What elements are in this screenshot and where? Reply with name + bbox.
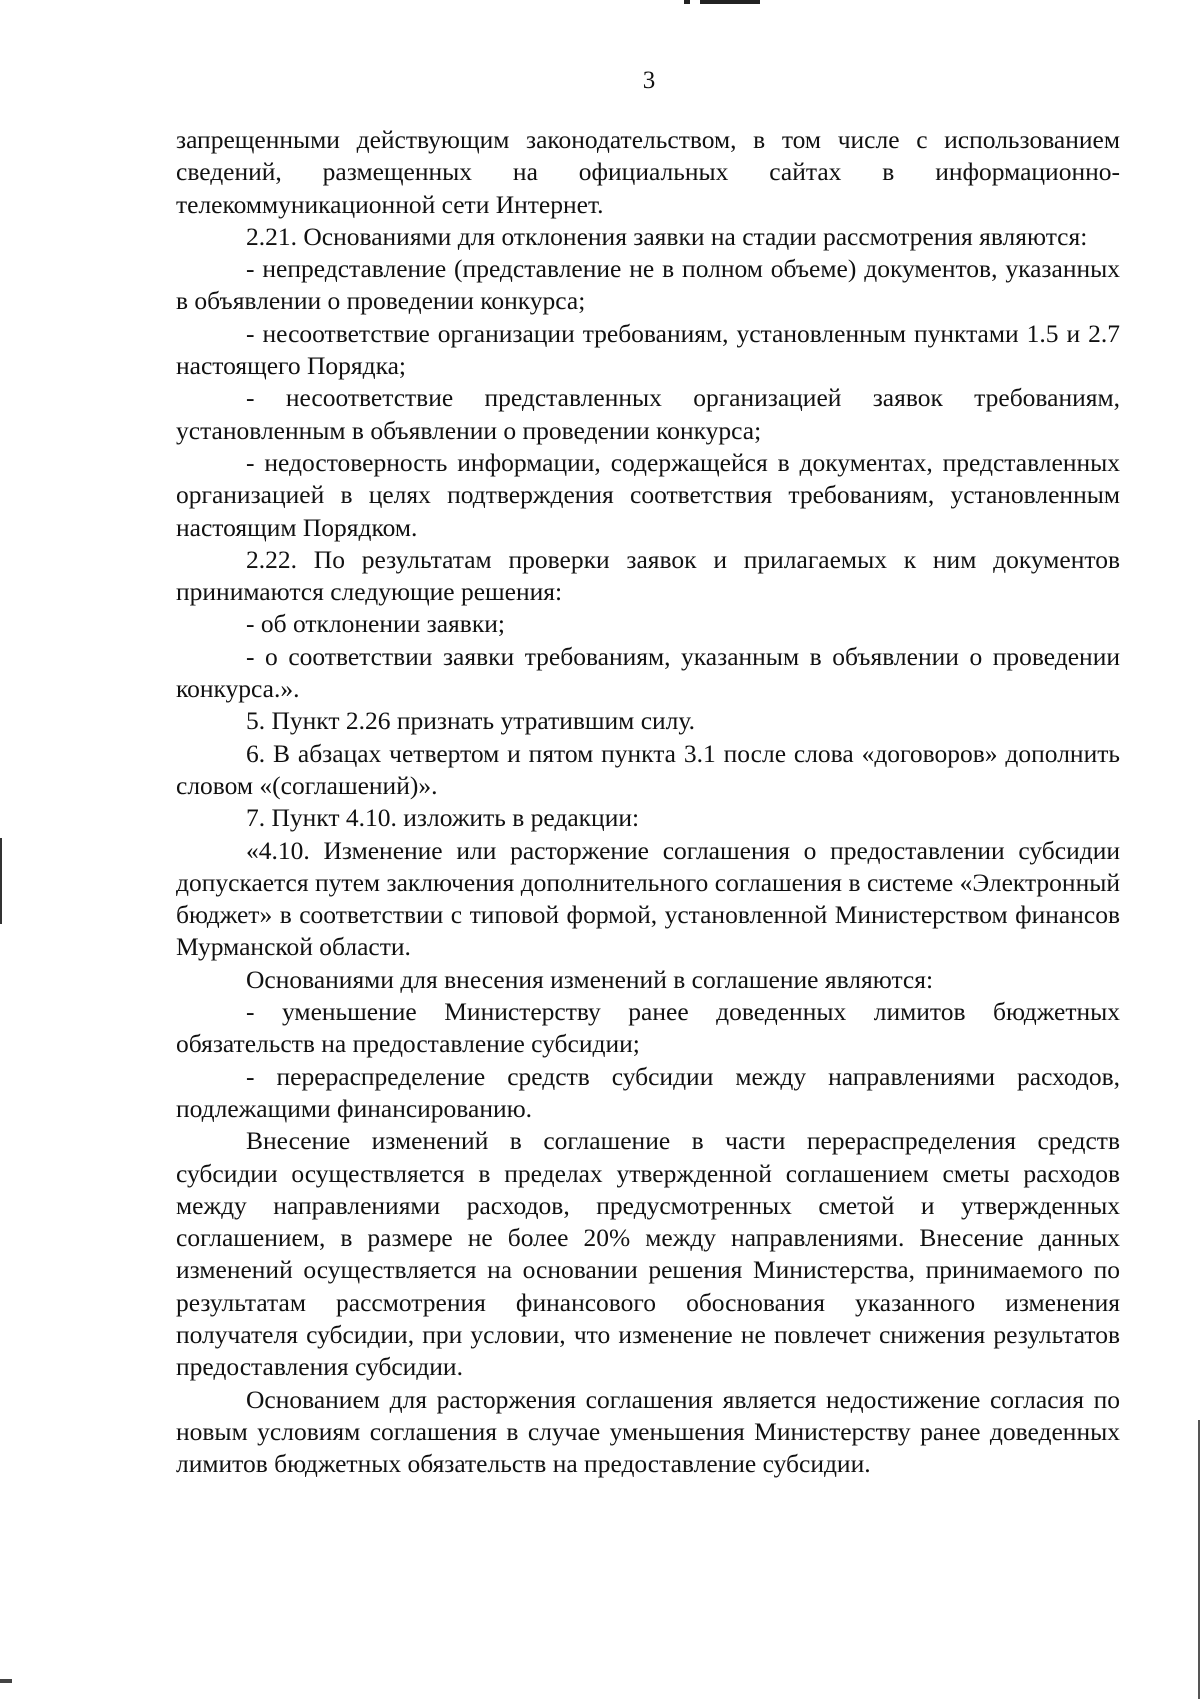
list-item-decision-2: - о соответствии заявки требованиям, указанным в объявлении о проведении конкурса.».: [176, 641, 1120, 704]
scan-artifact-top-left: [684, 0, 690, 4]
list-item-rejection-2: - несоответствие организации требованиям, установленным пунктами 1.5 и 2.7 настоящего Порядка;: [176, 318, 1120, 381]
list-item-change-1: - уменьшение Министерству ранее доведенных лимитов бюджетных обязательств на предоставление субсидии;: [176, 997, 1120, 1059]
list-item-change-2: - перераспределение средств субсидии между направлениями расходов, подлежащими финансированию.: [176, 1061, 1120, 1123]
scan-artifact-left-edge: [0, 838, 2, 924]
paragraph-4-10: «4.10. Изменение или расторжение соглашения о предоставлении субсидии допускается путем заключения дополнительного соглашения в системе «Электронный бюджет» в соответствии с типовой формой, установленной Министерством финансов Мурманской области.: [176, 835, 1120, 962]
list-item-rejection-4: - недостоверность информации, содержащейся в документах, представленных организацией в целях подтверждения соответствия требованиям, установленным настоящим Порядком.: [176, 447, 1120, 542]
paragraph-2-21: 2.21. Основаниями для отклонения заявки на стадии рассмотрения являются:: [246, 221, 1088, 251]
paragraph-point-7: 7. Пункт 4.10. изложить в редакции:: [246, 803, 640, 833]
scan-artifact-top: [700, 0, 760, 4]
paragraph-grounds-change: Основаниями для внесения изменений в соглашение являются:: [246, 964, 934, 994]
paragraph-point-6: 6. В абзацах четвертом и пятом пункта 3.1 после слова «договоров» дополнить словом «(соглашений)».: [176, 738, 1120, 800]
list-item-decision-1: - об отклонении заявки;: [246, 609, 505, 639]
document-body: [176, 124, 1120, 1480]
paragraph-termination: Основанием для расторжения соглашения является недостижение согласия по новым условиям соглашения в случае уменьшения Министерству ранее доведенных лимитов бюджетных обязательств на предоставление субсидии.: [176, 1384, 1120, 1479]
paragraph-continuation: запрещенными действующим законодательством, в том числе с использованием сведений, размещенных на официальных сайтах в информационно-телекоммуникационной сети Интернет.: [176, 125, 1120, 219]
list-item-rejection-1: - непредставление (представление не в полном объеме) документов, указанных в объявлении о проведении конкурса;: [176, 254, 1120, 316]
page-number: 3: [642, 67, 656, 94]
paragraph-2-22: 2.22. По результатам проверки заявок и прилагаемых к ним документов принимаются следующие решения:: [176, 544, 1120, 607]
paragraph-redistribution: Внесение изменений в соглашение в части перераспределения средств субсидии осуществляется в пределах утвержденной соглашением сметы расходов между направлениями расходов, предусмотренных сметой и утвержденных соглашением, в размере не более 20% между направлениями. Внесение данных изменений осуществляется на основании решения Министерства, принимаемого по результатам рассмотрения финансового обоснования указанного изменения получателя субсидии, при условии, что изменение не повлечет снижения результатов предоставления субсидии.: [176, 1126, 1120, 1382]
list-item-rejection-3: - несоответствие представленных организацией заявок требованиям, установленным в объявлении о проведении конкурса;: [176, 383, 1120, 445]
scan-artifact-bottom: [0, 1679, 12, 1683]
paragraph-point-5: 5. Пункт 2.26 признать утратившим силу.: [246, 706, 695, 736]
